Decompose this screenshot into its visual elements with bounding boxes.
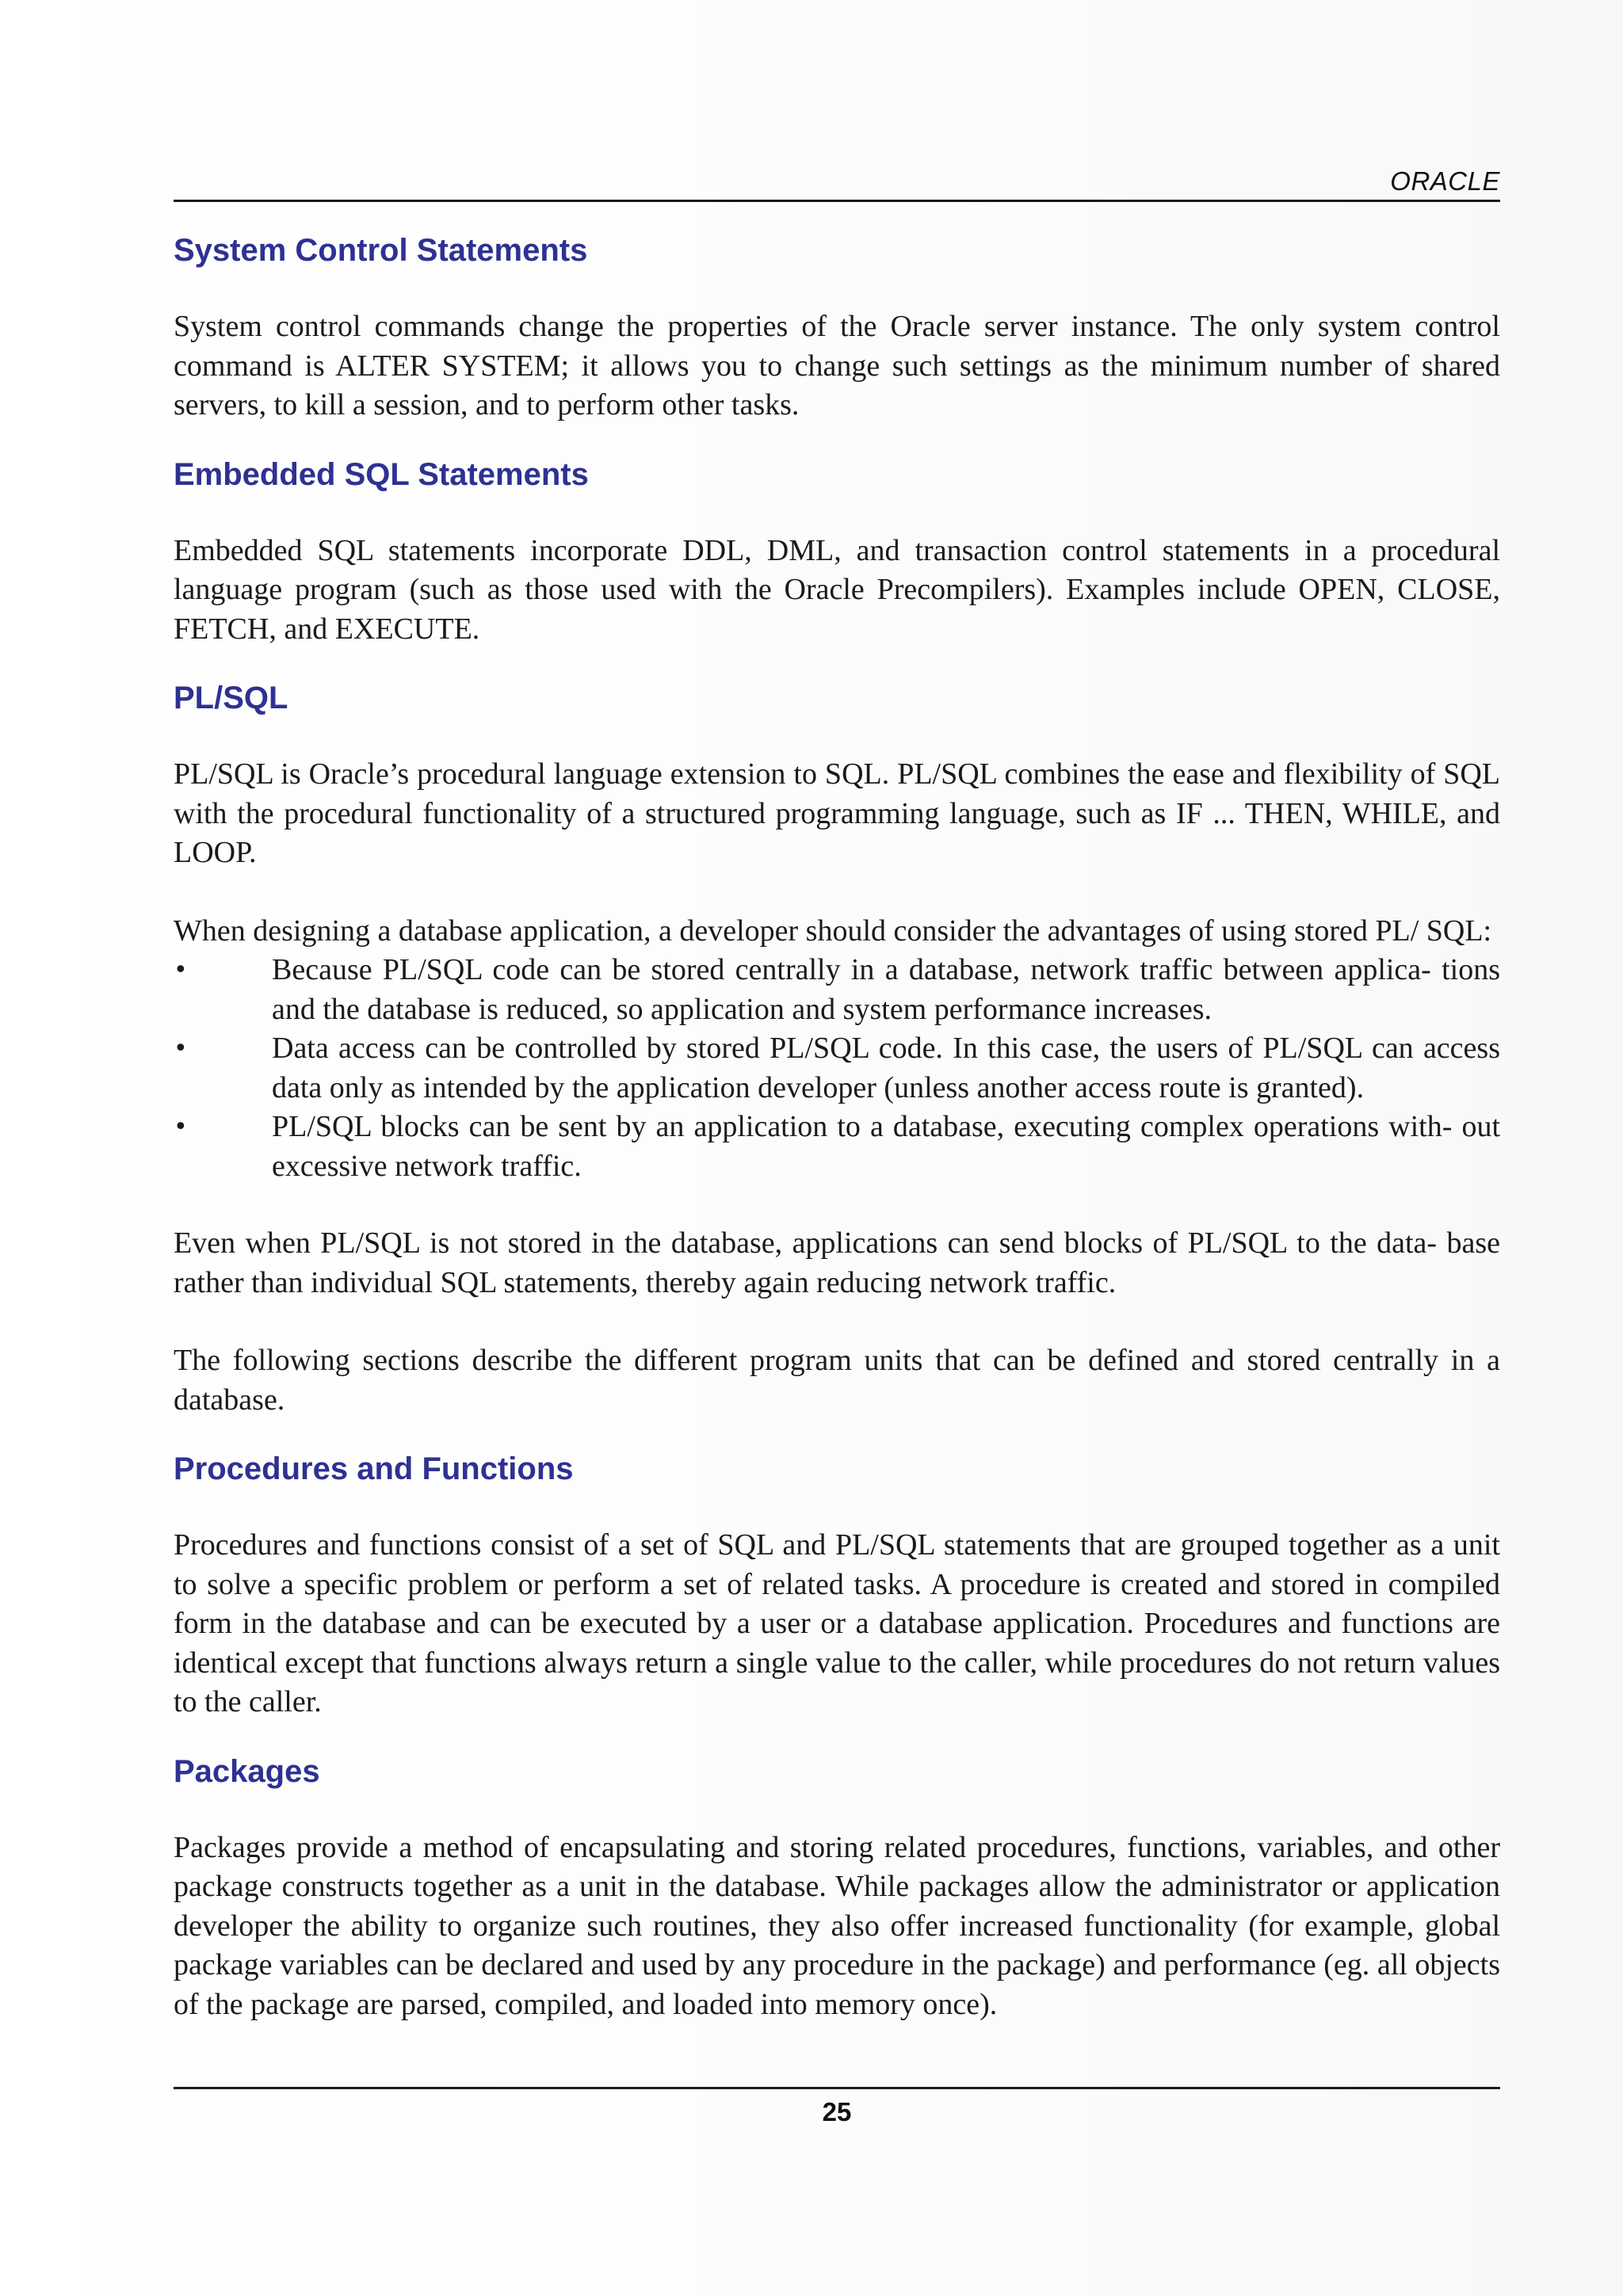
paragraph-plsql-intro: PL/SQL is Oracle’s procedural language extension to SQL. PL/SQL combines the ease and flexibility of SQL with the procedural functionality of a structured programming language, such as IF ... THEN, WHILE, and LOOP. [174, 757, 1500, 869]
heading-procedures-functions: Procedures and Functions [174, 1451, 574, 1486]
bullet-icon: • [174, 956, 188, 984]
section-system-control [174, 225, 1500, 425]
footer-rule [174, 2087, 1500, 2089]
list-item [174, 1108, 1500, 1186]
bullet-list-plsql-advantages [174, 951, 1500, 1186]
paragraph-procedures-functions: Procedures and functions consist of a set of SQL and PL/SQL statements that are grouped together as a unit to solve a specific problem or perform a set of related tasks. A procedure is created and stored in compiled form in the database and can be executed by a user or a database application. Procedures and functions are identical except that functions always return a single value to the caller, while procedures do not return values to the caller. [174, 1528, 1500, 1718]
paragraph-plsql-not-stored: Even when PL/SQL is not stored in the database, applications can send blocks of PL/SQL to the data- base rather than individual SQL statements, thereby again reducing network traffic. [174, 1226, 1500, 1299]
heading-embedded-sql: Embedded SQL Statements [174, 456, 589, 492]
list-item [174, 1029, 1500, 1108]
list-item-text: PL/SQL blocks can be sent by an application to a database, executing complex operations with- out excessive network traffic. [272, 1110, 1500, 1183]
header-rule [174, 200, 1500, 202]
list-item-text: Because PL/SQL code can be stored centrally in a database, network traffic between applica- tions and the database is reduced, so application and system performance increases. [272, 953, 1500, 1026]
heading-plsql: PL/SQL [174, 681, 288, 715]
paragraph-embedded-sql: Embedded SQL statements incorporate DDL, DML, and transaction control statements in a procedural language program (such as those used with the Oracle Precompilers). Examples include OPEN, CLOSE, FETCH, and EXECUTE. [174, 533, 1500, 646]
document-page [174, 0, 1500, 2296]
heading-system-control: System Control Statements [174, 233, 588, 268]
paragraph-packages: Packages provide a method of encapsulating and storing related procedures, functions, variables, and other package constructs together as a unit in the database. While packages allow the administrator or application developer the ability to organize such routines, they also offer increased functionality (for example, global package variables can be declared and used by any procedure in the package) and performance (eg. all objects of the package are parsed, compiled, and loaded into memory once). [174, 1830, 1500, 2021]
section-procedures-functions [174, 1444, 1500, 1722]
page-content [174, 225, 1500, 2048]
section-plsql [174, 673, 1500, 1420]
paragraph-plsql-program-units: The following sections describe the different program units that can be defined and stored centrally in a database. [174, 1344, 1500, 1417]
page-number: 25 [822, 2097, 852, 2126]
bullet-icon: • [174, 1035, 188, 1062]
paragraph-system-control: System control commands change the properties of the Oracle server instance. The only system control command is ALTER SYSTEM; it allows you to change such settings as the minimum number of shared servers, to kill a session, and to perform other tasks. [174, 310, 1500, 421]
section-packages [174, 1746, 1500, 2025]
paragraph-plsql-advantages: When designing a database application, a developer should consider the advantages of using stored PL/ SQL: [174, 913, 1492, 948]
list-item [174, 951, 1500, 1029]
list-item-text: Data access can be controlled by stored PL/SQL code. In this case, the users of PL/SQL can access data only as intended by the application developer (unless another access route is granted). [272, 1032, 1500, 1104]
section-embedded-sql [174, 449, 1500, 650]
bullet-icon: • [174, 1113, 188, 1141]
heading-packages: Packages [174, 1753, 320, 1789]
running-header: ORACLE [1390, 166, 1500, 196]
